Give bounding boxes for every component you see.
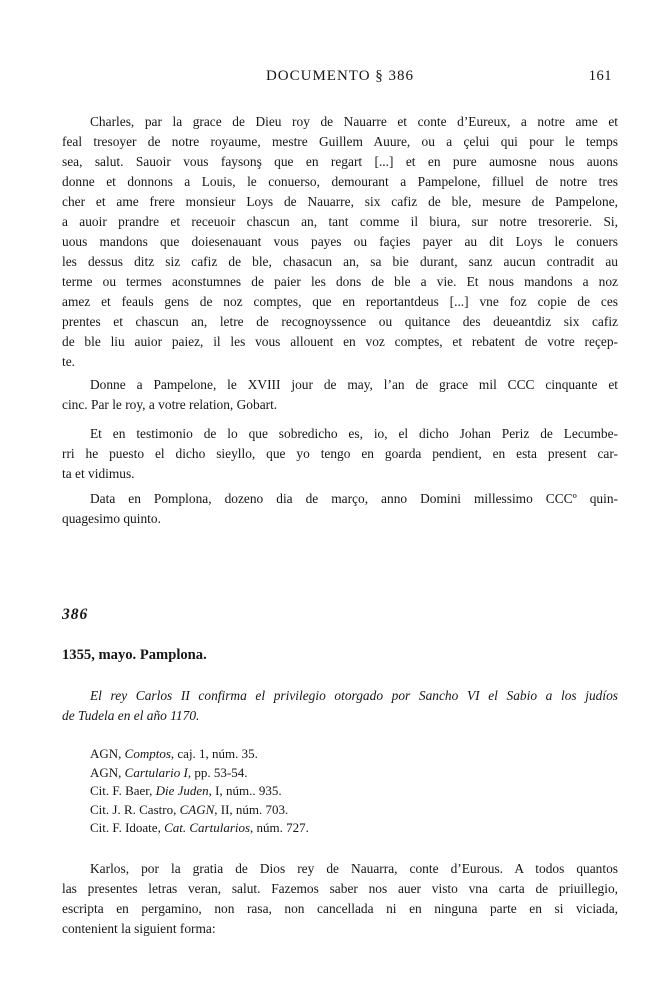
paragraph-karlos bbox=[62, 859, 618, 939]
citations-list-line bbox=[90, 764, 618, 783]
paragraph-charles-line: feal tresoyer de notre royaume, mestre Guillem Auure, ou a çelui qui pour le temps bbox=[62, 134, 618, 149]
section-number-heading-line: 386 bbox=[62, 606, 89, 623]
paragraph-charles-line: Charles, par la grace de Dieu roy de Nauarre et conte d’Eureux, a notre ame et bbox=[90, 114, 618, 129]
document-summary-line: El rey Carlos II confirma el privilegio otorgado por Sancho VI el Sabio a los judíos bbox=[90, 688, 618, 703]
paragraph-charles-line: donne et donnons a Louis, le conuerso, demourant a Pampelone, filluel de notre tres bbox=[62, 174, 618, 189]
paragraph-data-line: quagesimo quinto. bbox=[62, 511, 161, 526]
citations-list-line bbox=[90, 782, 618, 801]
citation-text: , pp. 53-54. bbox=[187, 764, 248, 780]
paragraph-charles-line: de ble liu auior paiez, il les vous allouent en voz comptes, et rebatent de votre reçep- bbox=[62, 334, 618, 349]
running-header bbox=[62, 66, 618, 86]
paragraph-charles-line: amez et feauls gens de noz comptes, que en reportantdeus [...] vne foz copie de ces bbox=[62, 294, 618, 309]
citation-work-title: Cartulario I bbox=[124, 764, 188, 780]
citation-work-title: Comptos bbox=[124, 746, 171, 761]
citation-text: AGN, bbox=[90, 764, 125, 780]
paragraph-charles-line: te. bbox=[62, 354, 76, 369]
citation-work-title: Die Juden bbox=[155, 783, 209, 798]
paragraph-charles-line: les dessus ditz siz cafiz de ble, chasacun an, sa bie durant, sanz aucun contradit au bbox=[62, 254, 618, 269]
paragraph-donne-line: Donne a Pampelone, le XVIII jour de may, l’an de grace mil CCC cinquante et bbox=[90, 377, 618, 392]
citation-text: Cit. J. R. Castro, bbox=[90, 801, 180, 817]
citations-list-line bbox=[90, 801, 618, 820]
citation-text: AGN, bbox=[90, 746, 125, 761]
paragraph-testimonio bbox=[62, 424, 618, 484]
paragraph-charles-line: cher et ame frere monsieur Loys de Nauarre, six cafiz de ble, mesure de Pampelone, bbox=[62, 194, 618, 209]
paragraph-testimonio-line: rri he puesto el dicho sieyllo, que yo tengo en goarda pendient, en esta present car- bbox=[62, 446, 618, 461]
document-summary-line: de Tudela en el año 1170. bbox=[62, 708, 200, 723]
paragraph-karlos-line: Karlos, por la gratia de Dios rey de Nauarra, conte d’Eurous. A todos quantos bbox=[90, 860, 618, 876]
section-number-heading bbox=[62, 605, 618, 625]
citation-text: Cit. F. Baer, bbox=[90, 783, 156, 798]
page-number: 161 bbox=[588, 68, 612, 84]
dateline-line: 1355, mayo. Pamplona. bbox=[62, 647, 207, 663]
citation-work-title: Cat. Cartularios bbox=[164, 820, 251, 835]
paragraph-karlos-line: las presentes letras veran, salut. Fazemos saber nos auer visto vna carta de priuillegio, bbox=[62, 880, 618, 896]
citation-text: Cit. F. Idoate, bbox=[90, 820, 165, 835]
dateline bbox=[62, 645, 618, 665]
citations-list-line bbox=[90, 745, 618, 764]
paragraph-donne-line: cinc. Par le roy, a votre relation, Gobart. bbox=[62, 397, 278, 412]
citation-text: , núm. 727. bbox=[250, 820, 309, 835]
running-header-title: DOCUMENTO § 386 bbox=[265, 68, 415, 84]
paragraph-data bbox=[62, 489, 618, 529]
paragraph-charles bbox=[62, 112, 618, 372]
paragraph-charles-line: sea, salut. Sauoir vous faysonş que en regart [...] et en pure aumosne nous auons bbox=[62, 154, 618, 169]
paragraph-charles-line: a auoir prandre et receuoir chascun an, tant comme il biura, sur notre tresorerie. Si, bbox=[62, 214, 618, 229]
paragraph-charles-line: uous mandons que doiesenauant vous payes ou façies payer au dit Loys le conuers bbox=[62, 234, 618, 249]
paragraph-karlos-line: escripta en pergamino, non rasa, non cancellada ni en ninguna parte en si viciada, bbox=[62, 900, 618, 916]
citations-list-line bbox=[90, 819, 618, 838]
paragraph-data-line: Data en Pomplona, dozeno dia de março, anno Domini millessimo CCCº quin- bbox=[90, 491, 618, 506]
paragraph-donne bbox=[62, 375, 618, 415]
citations-list bbox=[90, 745, 618, 838]
citation-text: , II, núm. 703. bbox=[214, 801, 289, 817]
citation-text: , I, núm.. 935. bbox=[208, 783, 282, 798]
document-body bbox=[62, 112, 618, 939]
paragraph-testimonio-line: Et en testimonio de lo que sobredicho es, io, el dicho Johan Periz de Lecumbe- bbox=[90, 426, 618, 441]
paragraph-charles-line: terme ou termes aconstumnes de paier les dons de ble a vie. Et nous mandons a noz bbox=[62, 274, 618, 289]
citation-work-title: CAGN bbox=[179, 801, 215, 817]
paragraph-testimonio-line: ta et vidimus. bbox=[62, 466, 135, 481]
citation-text: , caj. 1, núm. 35. bbox=[170, 746, 258, 761]
paragraph-charles-line: prentes et chascun an, letre de recognoyssence ou quitance des deueantdiz six cafiz bbox=[62, 314, 618, 329]
paragraph-karlos-line: contenient la siguient forma: bbox=[62, 920, 216, 936]
document-summary bbox=[62, 686, 618, 726]
